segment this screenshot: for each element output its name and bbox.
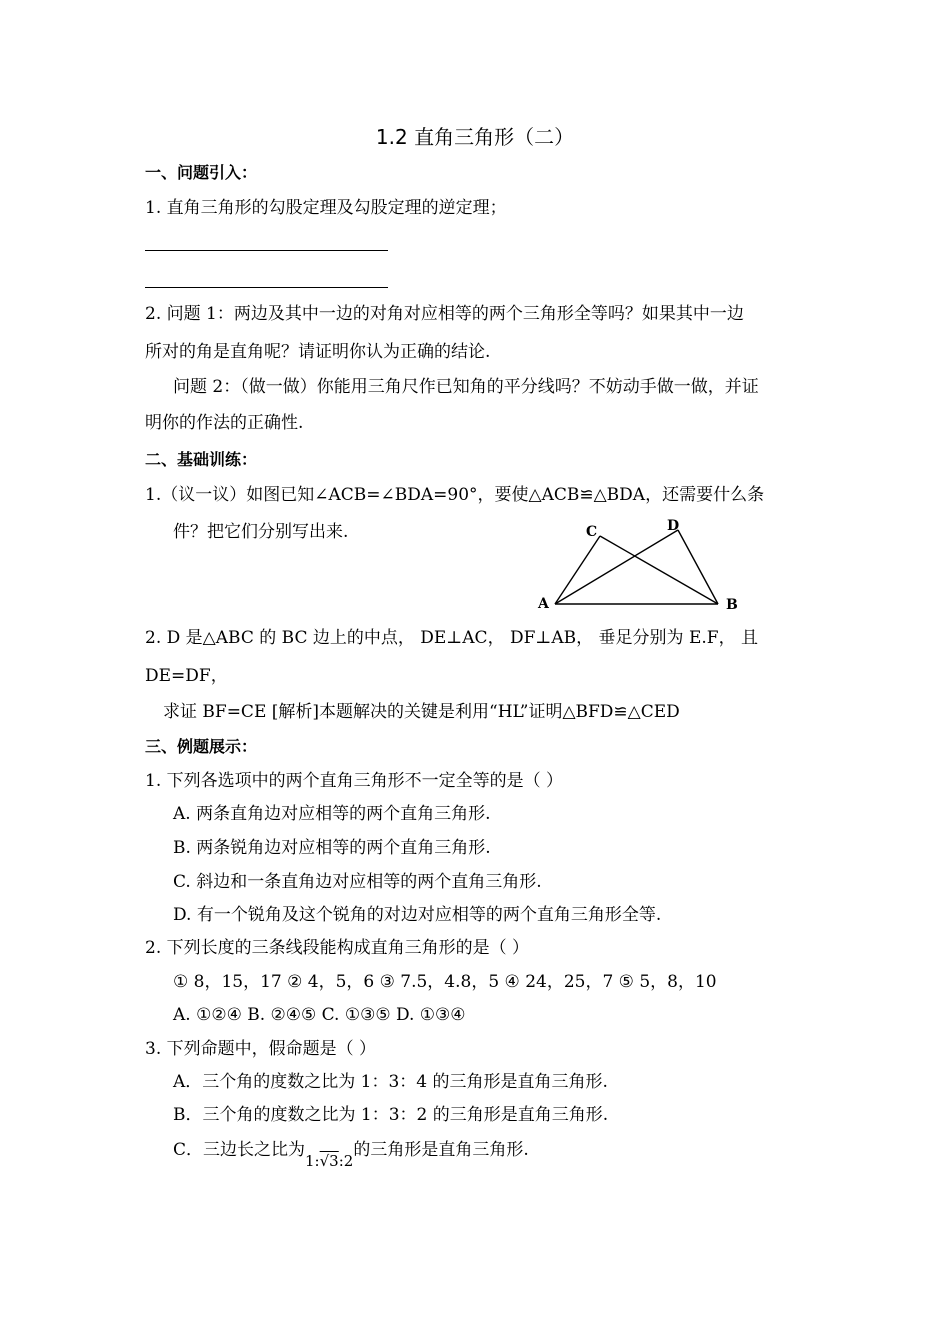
training-item-1-line-1: 1.（议一议）如图已知∠ACB=∠BDA=90°，要使△ACB≌△BDA，还需要什么条 <box>145 485 765 505</box>
option-c-suffix: 的三角形是直角三角形. <box>353 1140 529 1160</box>
vertex-label-c: C <box>586 524 598 540</box>
question-2-line-1: 问题 2：（做一做）你能用三角尺作已知角的平分线吗？不妨动手做一做，并证 <box>173 377 759 397</box>
answer-blank-line <box>145 287 388 288</box>
training-item-1-line-2: 件？把它们分别写出来. <box>173 522 349 542</box>
ratio-part-2: :2 <box>338 1152 354 1170</box>
question-3-option-a: A．三个角的度数之比为 1：3：4 的三角形是直角三角形. <box>173 1072 608 1092</box>
question-2-choices: A. ①②④ B. ②④⑤ C. ①③⑤ D. ①③④ <box>173 1005 466 1025</box>
section-heading-intro: 一、问题引入： <box>145 163 258 182</box>
proof-statement: 求证 BF=CE [解析]本题解决的关键是利用“HL”证明△BFD≌△CED <box>163 702 680 722</box>
segment-ad <box>555 530 678 604</box>
example-question-3: 3. 下列命题中，假命题是（ ） <box>145 1039 377 1059</box>
option-c-prefix: C．三边长之比为 <box>173 1140 306 1160</box>
example-question-2: 2. 下列长度的三条线段能构成直角三角形的是（ ） <box>145 938 530 958</box>
section-heading-basic-training: 二、基础训练： <box>145 450 258 469</box>
answer-blank-line <box>145 250 388 251</box>
page-title: 1.2 直角三角形（二） <box>375 125 575 149</box>
section-heading-examples: 三、例题展示： <box>145 737 258 756</box>
intro-item-1: 1. 直角三角形的勾股定理及勾股定理的逆定理； <box>145 198 507 218</box>
triangle-figure <box>530 512 750 616</box>
side-ratio-formula <box>305 1152 353 1170</box>
training-item-2-line-2: DE=DF， <box>145 666 228 686</box>
intro-item-2-line-2: 所对的角是直角呢？请证明你认为正确的结论. <box>145 342 491 362</box>
question-3-option-c <box>173 1139 529 1170</box>
question-1-option-d: D. 有一个锐角及这个锐角的对边对应相等的两个直角三角形全等. <box>173 905 662 925</box>
ratio-part-1: 1: <box>305 1152 320 1170</box>
question-2-line-2: 明你的作法的正确性. <box>145 413 304 433</box>
example-question-1: 1. 下列各选项中的两个直角三角形不一定全等的是（ ） <box>145 771 564 791</box>
question-1-option-c: C. 斜边和一条直角边对应相等的两个直角三角形. <box>173 872 542 892</box>
segment-ac <box>555 536 600 604</box>
question-1-option-b: B. 两条锐角边对应相等的两个直角三角形. <box>173 838 491 858</box>
ratio-sqrt-3: √3 <box>319 1152 339 1170</box>
training-item-2-line-1: 2. D 是△ABC 的 BC 边上的中点， DE⊥AC， DF⊥AB， 垂足分别为 E.F， 且 <box>145 628 758 648</box>
question-2-length-sets: ① 8，15，17 ② 4，5，6 ③ 7.5，4.8，5 ④ 24，25，7 ⑤ 5，8，10 <box>173 972 717 992</box>
question-1-option-a: A. 两条直角边对应相等的两个直角三角形. <box>173 804 491 824</box>
vertex-label-a: A <box>538 596 549 612</box>
intro-item-2-line-1: 2. 问题 1：两边及其中一边的对角对应相等的两个三角形全等吗？如果其中一边 <box>145 304 744 324</box>
question-3-option-b: B．三个角的度数之比为 1：3：2 的三角形是直角三角形. <box>173 1105 609 1125</box>
vertex-label-b: B <box>726 597 738 613</box>
vertex-label-d: D <box>667 518 680 534</box>
